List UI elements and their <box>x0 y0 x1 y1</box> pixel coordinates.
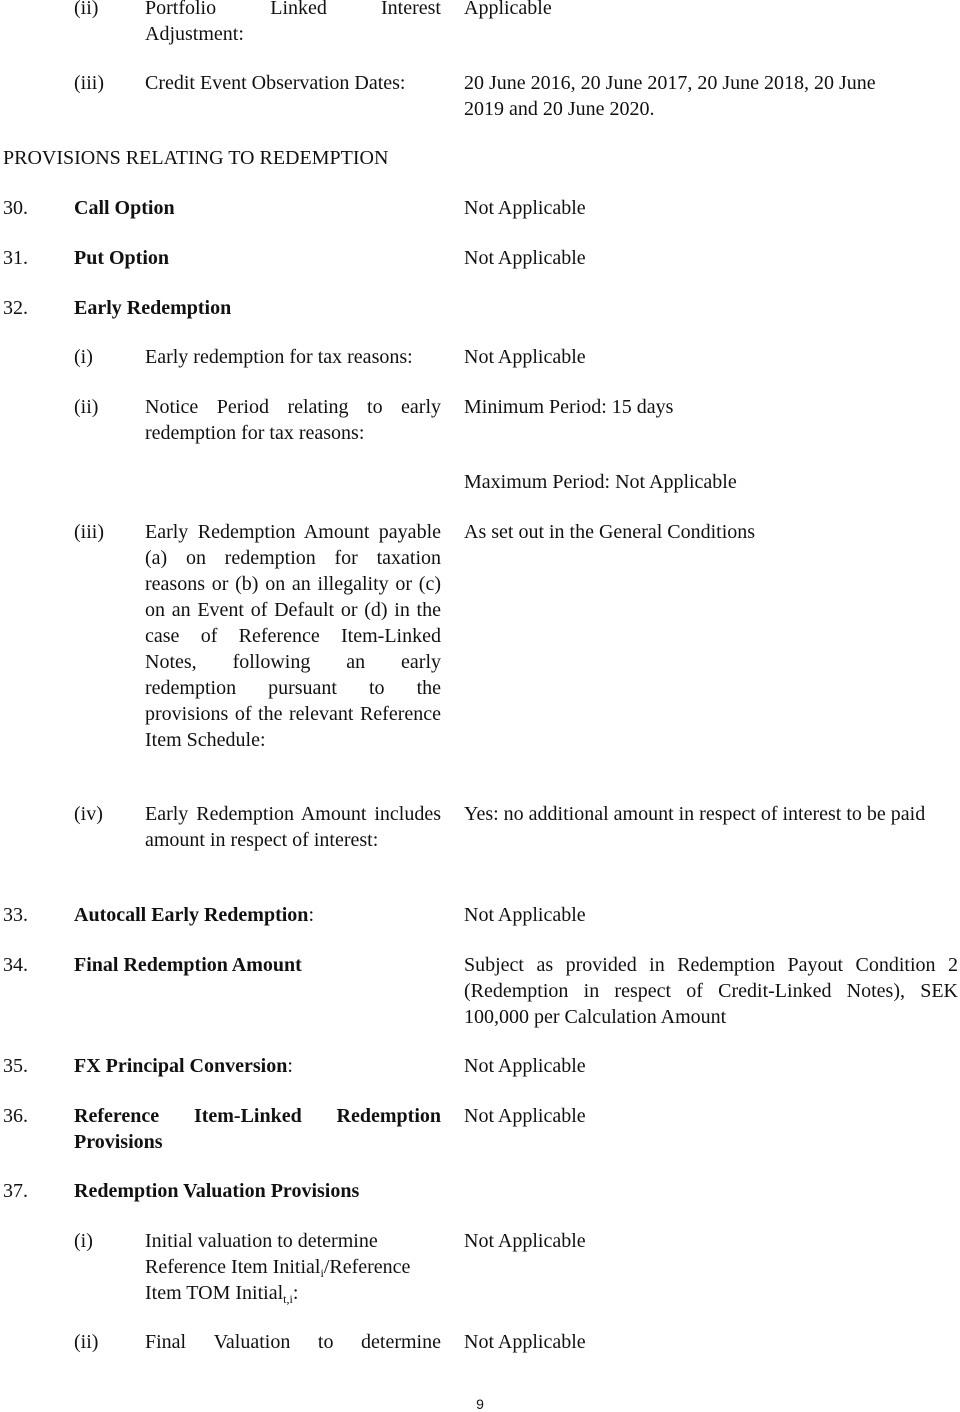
page-number: 9 <box>476 1396 484 1412</box>
item-title-redemption-valuation: Redemption Valuation Provisions <box>74 1180 360 1202</box>
roman-numeral: (iii) <box>74 521 104 543</box>
label-word: to <box>317 1331 334 1353</box>
autocall-value: Not Applicable <box>464 904 586 926</box>
roman-numeral: (iv) <box>74 803 103 825</box>
subscript: t,i <box>283 1292 293 1306</box>
label-text: /Reference <box>323 1256 411 1278</box>
roman-numeral: (ii) <box>74 396 99 418</box>
label-word: Linked <box>270 0 327 19</box>
credit-event-observation-value-line1: 20 June 2016, 20 June 2017, 20 June 2018, 20 June <box>464 72 876 94</box>
early-redemption-interest-value: Yes: no additional amount in respect of interest to be paid <box>464 803 926 825</box>
item-title-early-redemption: Early Redemption <box>74 297 232 319</box>
label-word: Valuation <box>213 1331 291 1353</box>
roman-numeral: (i) <box>74 1230 93 1252</box>
item-number: 33. <box>3 904 28 926</box>
item-title-call-option: Call Option <box>74 197 175 219</box>
autocall-title-text: Autocall Early Redemption <box>74 904 309 926</box>
subscript: i <box>320 1266 324 1280</box>
item-title-put-option: Put Option <box>74 247 170 269</box>
reference-item-linked-value: Not Applicable <box>464 1105 586 1127</box>
label-word: Interest <box>381 0 441 19</box>
early-redemption-tax-value: Not Applicable <box>464 346 586 368</box>
autocall-title-colon: : <box>308 904 314 926</box>
initial-valuation-value: Not Applicable <box>464 1230 586 1252</box>
initial-valuation-label-line1: Initial valuation to determine <box>145 1230 378 1252</box>
notice-period-label: Notice Period relating to early redemption for tax reasons: <box>145 396 441 444</box>
portfolio-linked-interest-label-line <box>145 0 441 21</box>
early-redemption-interest-label: Early Redemption Amount includes amount in respect of interest: <box>145 803 441 851</box>
item-title-fx-principal <box>74 1053 293 1079</box>
portfolio-linked-interest-label-cont: Adjustment: <box>145 23 244 45</box>
item-title-final-redemption: Final Redemption Amount <box>74 954 302 976</box>
item-title-reference-item-linked: Reference Item-Linked Redemption Provisions <box>74 1105 441 1153</box>
label-word: Final <box>145 1331 187 1353</box>
credit-event-observation-value-line2: 2019 and 20 June 2020. <box>464 98 655 120</box>
item-number: 36. <box>3 1105 28 1127</box>
roman-numeral: (i) <box>74 346 93 368</box>
fx-principal-value: Not Applicable <box>464 1055 586 1077</box>
final-redemption-value: Subject as provided in Redemption Payout Condition 2 (Redemption in respect of Credit-Linked Notes), SEK 100,000 per Calculation Amount <box>464 954 958 1028</box>
label-text: : <box>292 1282 299 1304</box>
item-number: 32. <box>3 297 28 319</box>
roman-numeral: (ii) <box>74 1331 99 1353</box>
label-word: Portfolio <box>145 0 217 19</box>
final-valuation-label <box>145 1329 441 1355</box>
final-valuation-value: Not Applicable <box>464 1331 586 1353</box>
early-redemption-amount-label: Early Redemption Amount payable (a) on redemption for taxation reasons or (b) on an illegality or (c) on an Event of Default or (d) in the case of Reference Item-Linked Notes, following an early redemption pursuant to the provisions of the relevant Reference Item Schedule: <box>145 521 441 751</box>
item-number: 34. <box>3 954 28 976</box>
fx-title-colon: : <box>287 1055 293 1077</box>
fx-title-text: FX Principal Conversion <box>74 1055 288 1077</box>
notice-period-max-value: Maximum Period: Not Applicable <box>464 471 737 493</box>
initial-valuation-label-line3 <box>145 1280 298 1306</box>
section-heading: PROVISIONS RELATING TO REDEMPTION <box>3 147 389 169</box>
early-redemption-amount-value: As set out in the General Conditions <box>464 521 756 543</box>
portfolio-linked-interest-value: Applicable <box>464 0 552 19</box>
item-number: 31. <box>3 247 28 269</box>
initial-valuation-label-line2 <box>145 1254 410 1280</box>
item-title-autocall <box>74 902 314 928</box>
notice-period-min-value: Minimum Period: 15 days <box>464 396 674 418</box>
label-text: Reference Item Initial <box>145 1256 321 1278</box>
item-number: 35. <box>3 1055 28 1077</box>
item-number: 30. <box>3 197 28 219</box>
call-option-value: Not Applicable <box>464 197 586 219</box>
roman-numeral: (iii) <box>74 72 104 94</box>
early-redemption-tax-label: Early redemption for tax reasons: <box>145 346 413 368</box>
put-option-value: Not Applicable <box>464 247 586 269</box>
label-text: Item TOM Initial <box>145 1282 284 1304</box>
label-word: determine <box>361 1331 441 1353</box>
credit-event-observation-label: Credit Event Observation Dates: <box>145 72 406 94</box>
roman-numeral: (ii) <box>74 0 99 19</box>
item-number: 37. <box>3 1180 28 1202</box>
